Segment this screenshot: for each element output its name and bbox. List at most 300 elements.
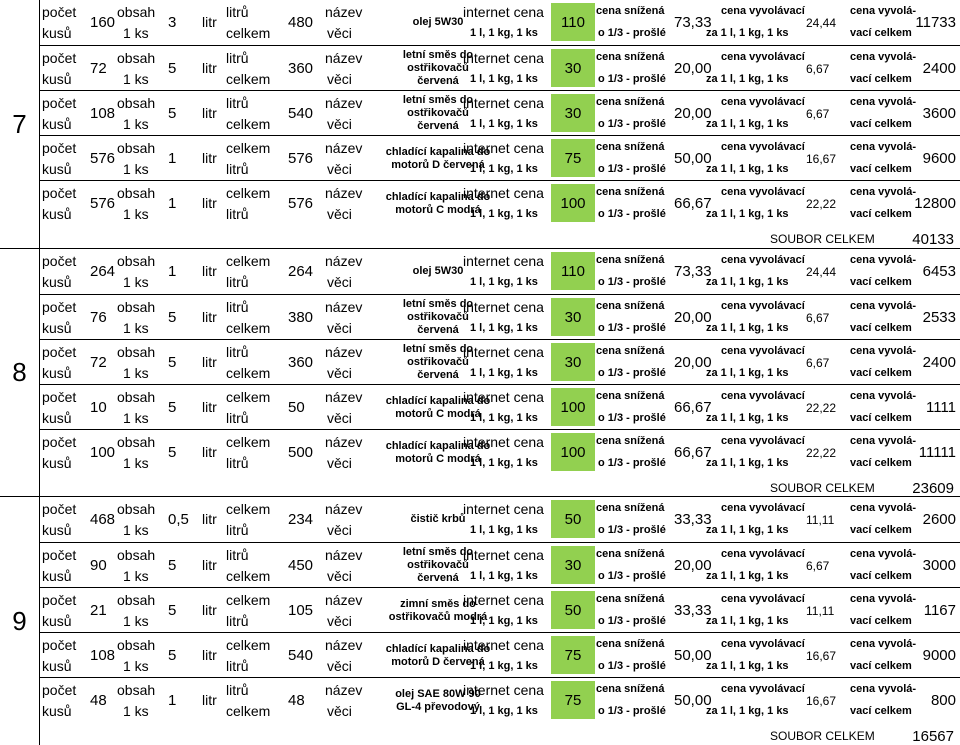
liter-label: litr [202, 444, 217, 460]
things-label: věci [327, 455, 352, 471]
table-row [40, 135, 960, 181]
auction-price-value: 6,67 [806, 311, 830, 325]
internet-price-label: internet cena [463, 95, 544, 111]
auction-total-label-bottom: vací celkem [850, 276, 912, 288]
content-label: obsah [117, 344, 156, 360]
internet-price-value: 30 [551, 343, 595, 381]
product-name-line: ostřikovačů [407, 62, 469, 74]
reduced-price-value: 66,67 [674, 195, 712, 212]
total-bottom-label: celkem [226, 71, 271, 87]
product-name-line: letní směs do [402, 94, 474, 106]
count-label: počet [42, 4, 77, 20]
total-top-label: celkem [226, 501, 271, 517]
auction-total-label-bottom: vací celkem [850, 163, 912, 175]
things-label: věci [327, 365, 352, 381]
per-piece-label: 1 ks [123, 658, 149, 674]
total-bottom-label: litrů [226, 161, 249, 177]
total-top-label: litrů [226, 344, 249, 360]
content-label: obsah [117, 682, 156, 698]
internet-price-value: 75 [551, 139, 595, 177]
auction-price-label: cena vyvolávací [721, 345, 805, 357]
product-name-line: červená [417, 75, 459, 87]
auction-total-label-top: cena vyvolá- [850, 683, 917, 695]
product-name-line: ostřikovačů [407, 311, 469, 323]
name-label: název [325, 547, 363, 563]
pieces-label: kusů [42, 658, 72, 674]
per-unit-label: za 1 l, 1 kg, 1 ks [706, 705, 789, 717]
table-row [40, 542, 960, 588]
total-bottom-label: celkem [226, 365, 271, 381]
things-label: věci [327, 206, 352, 222]
reduced-price-label: cena snížená [596, 683, 665, 695]
volume-value: 5 [168, 60, 177, 77]
per-unit-label: za 1 l, 1 kg, 1 ks [706, 118, 789, 130]
auction-price-value: 16,67 [806, 152, 837, 166]
internet-price-label: internet cena [463, 637, 544, 653]
count-value: 90 [90, 557, 107, 574]
table-row [40, 180, 960, 226]
expired-label: o 1/3 - prošlé [598, 570, 666, 582]
auction-price-label: cena vyvolávací [721, 254, 805, 266]
count-label: počet [42, 140, 77, 156]
volume-value: 5 [168, 354, 177, 371]
total-liters-value: 50 [288, 399, 305, 416]
reduced-price-label: cena snížená [596, 390, 665, 402]
total-liters-value: 540 [288, 105, 314, 122]
total-liters-value: 264 [288, 263, 314, 280]
total-top-label: celkem [226, 253, 271, 269]
things-label: věci [327, 703, 352, 719]
unit-label: 1 l, 1 kg, 1 ks [470, 660, 538, 672]
auction-total-value: 12800 [914, 195, 956, 212]
count-value: 160 [90, 14, 116, 31]
auction-total-value: 1111 [925, 399, 956, 416]
liter-label: litr [202, 60, 217, 76]
group-number: 7 [0, 0, 40, 248]
internet-price-label: internet cena [463, 434, 544, 450]
per-unit-label: za 1 l, 1 kg, 1 ks [706, 524, 789, 536]
internet-price-value: 50 [551, 591, 595, 629]
auction-total-label-top: cena vyvolá- [850, 390, 917, 402]
per-piece-label: 1 ks [123, 274, 149, 290]
auction-price-value: 16,67 [806, 649, 837, 663]
auction-total-label-bottom: vací celkem [850, 570, 912, 582]
reduced-price-value: 20,00 [674, 354, 712, 371]
count-label: počet [42, 637, 77, 653]
total-top-label: celkem [226, 434, 271, 450]
liter-label: litr [202, 14, 217, 30]
internet-price-label: internet cena [463, 501, 544, 517]
reduced-price-value: 50,00 [674, 647, 712, 664]
pieces-label: kusů [42, 25, 72, 41]
per-unit-label: za 1 l, 1 kg, 1 ks [706, 457, 789, 469]
product-name-line: ostřikovačů modrá [388, 610, 488, 623]
auction-total-label-bottom: vací celkem [850, 412, 912, 424]
auction-total-label-bottom: vací celkem [850, 118, 912, 130]
volume-value: 5 [168, 557, 177, 574]
pieces-label: kusů [42, 455, 72, 471]
per-piece-label: 1 ks [123, 206, 149, 222]
product-name-line: červená [417, 324, 459, 336]
per-piece-label: 1 ks [123, 116, 149, 132]
auction-total-label-bottom: vací celkem [850, 367, 912, 379]
count-value: 264 [90, 263, 116, 280]
auction-total-value: 6453 [922, 263, 956, 280]
count-label: počet [42, 389, 77, 405]
product-name-line: letní směs do [402, 546, 474, 558]
things-label: věci [327, 613, 352, 629]
summary-total: 40133 [912, 231, 954, 248]
internet-price-value: 75 [551, 681, 595, 719]
volume-value: 1 [168, 195, 177, 212]
unit-label: 1 l, 1 kg, 1 ks [470, 615, 538, 627]
total-top-label: litrů [226, 50, 249, 66]
expired-label: o 1/3 - prošlé [598, 705, 666, 717]
expired-label: o 1/3 - prošlé [598, 457, 666, 469]
liter-label: litr [202, 557, 217, 573]
things-label: věci [327, 320, 352, 336]
pieces-label: kusů [42, 410, 72, 426]
total-top-label: celkem [226, 637, 271, 653]
auction-total-label-top: cena vyvolá- [850, 502, 917, 514]
count-label: počet [42, 682, 77, 698]
count-label: počet [42, 95, 77, 111]
auction-total-label-bottom: vací celkem [850, 660, 912, 672]
content-label: obsah [117, 637, 156, 653]
reduced-price-label: cena snížená [596, 638, 665, 650]
auction-total-label-top: cena vyvolá- [850, 186, 917, 198]
auction-price-label: cena vyvolávací [721, 683, 805, 695]
product-name-line: GL-4 převodový [396, 700, 480, 713]
product-name-line: olej 5W30 [412, 16, 464, 28]
reduced-price-value: 50,00 [674, 692, 712, 709]
content-label: obsah [117, 501, 156, 517]
total-liters-value: 450 [288, 557, 314, 574]
volume-value: 5 [168, 602, 177, 619]
total-top-label: celkem [226, 140, 271, 156]
content-label: obsah [117, 140, 156, 156]
expired-label: o 1/3 - prošlé [598, 73, 666, 85]
reduced-price-value: 73,33 [674, 14, 712, 31]
liter-label: litr [202, 692, 217, 708]
volume-value: 5 [168, 399, 177, 416]
auction-total-label-top: cena vyvolá- [850, 141, 917, 153]
total-liters-value: 480 [288, 14, 314, 31]
auction-price-value: 22,22 [806, 401, 837, 415]
product-name-line: letní směs do [402, 298, 474, 310]
count-label: počet [42, 299, 77, 315]
reduced-price-label: cena snížená [596, 254, 665, 266]
volume-value: 3 [168, 14, 177, 31]
things-label: věci [327, 410, 352, 426]
unit-label: 1 l, 1 kg, 1 ks [470, 524, 538, 536]
things-label: věci [327, 71, 352, 87]
summary-label: SOUBOR CELKEM [770, 232, 875, 246]
auction-total-value: 3000 [922, 557, 956, 574]
per-unit-label: za 1 l, 1 kg, 1 ks [706, 412, 789, 424]
volume-value: 1 [168, 263, 177, 280]
product-name-line: chladící kapalina do [385, 145, 491, 158]
liter-label: litr [202, 263, 217, 279]
content-label: obsah [117, 50, 156, 66]
reduced-price-label: cena snížená [596, 345, 665, 357]
name-label: název [325, 253, 363, 269]
count-value: 576 [90, 195, 116, 212]
total-bottom-label: litrů [226, 274, 249, 290]
per-unit-label: za 1 l, 1 kg, 1 ks [706, 615, 789, 627]
total-top-label: celkem [226, 185, 271, 201]
total-bottom-label: litrů [226, 658, 249, 674]
product-name-line: motorů D červená [391, 655, 485, 668]
auction-price-label: cena vyvolávací [721, 51, 805, 63]
per-unit-label: za 1 l, 1 kg, 1 ks [706, 660, 789, 672]
table-row [40, 632, 960, 678]
per-piece-label: 1 ks [123, 25, 149, 41]
group-number: 9 [0, 497, 40, 745]
internet-price-value: 100 [551, 433, 595, 471]
name-label: název [325, 140, 363, 156]
total-top-label: celkem [226, 592, 271, 608]
total-liters-value: 360 [288, 60, 314, 77]
liter-label: litr [202, 150, 217, 166]
total-bottom-label: celkem [226, 116, 271, 132]
name-label: název [325, 344, 363, 360]
pieces-label: kusů [42, 522, 72, 538]
expired-label: o 1/3 - prošlé [598, 27, 666, 39]
content-label: obsah [117, 547, 156, 563]
unit-label: 1 l, 1 kg, 1 ks [470, 27, 538, 39]
reduced-price-label: cena snížená [596, 186, 665, 198]
product-name-line: chladící kapalina do [385, 439, 491, 452]
auction-price-value: 11,11 [806, 604, 835, 618]
per-piece-label: 1 ks [123, 71, 149, 87]
name-label: název [325, 682, 363, 698]
internet-price-label: internet cena [463, 299, 544, 315]
content-label: obsah [117, 299, 156, 315]
volume-value: 5 [168, 309, 177, 326]
internet-price-value: 30 [551, 49, 595, 87]
name-label: název [325, 95, 363, 111]
auction-price-value: 6,67 [806, 559, 830, 573]
product-name-line: motorů C modrá [395, 407, 481, 420]
internet-price-value: 110 [551, 252, 595, 290]
product-name-line: chladící kapalina do [385, 190, 491, 203]
total-bottom-label: litrů [226, 206, 249, 222]
auction-total-label-top: cena vyvolá- [850, 435, 917, 447]
auction-total-value: 2600 [922, 511, 956, 528]
per-unit-label: za 1 l, 1 kg, 1 ks [706, 276, 789, 288]
things-label: věci [327, 274, 352, 290]
content-label: obsah [117, 389, 156, 405]
count-value: 100 [90, 444, 116, 461]
auction-price-label: cena vyvolávací [721, 390, 805, 402]
group-summary [0, 230, 960, 250]
things-label: věci [327, 522, 352, 538]
total-bottom-label: celkem [226, 320, 271, 336]
reduced-price-value: 20,00 [674, 309, 712, 326]
pieces-label: kusů [42, 206, 72, 222]
reduced-price-value: 66,67 [674, 399, 712, 416]
count-label: počet [42, 253, 77, 269]
auction-price-label: cena vyvolávací [721, 593, 805, 605]
total-top-label: litrů [226, 4, 249, 20]
pieces-label: kusů [42, 116, 72, 132]
per-piece-label: 1 ks [123, 522, 149, 538]
total-bottom-label: litrů [226, 410, 249, 426]
expired-label: o 1/3 - prošlé [598, 660, 666, 672]
auction-total-value: 1167 [923, 602, 956, 619]
total-liters-value: 105 [288, 602, 314, 619]
internet-price-label: internet cena [463, 4, 544, 20]
auction-total-label-top: cena vyvolá- [850, 638, 917, 650]
per-piece-label: 1 ks [123, 568, 149, 584]
auction-total-value: 800 [930, 692, 956, 709]
auction-price-label: cena vyvolávací [721, 141, 805, 153]
pieces-label: kusů [42, 320, 72, 336]
internet-price-label: internet cena [463, 389, 544, 405]
auction-price-value: 6,67 [806, 107, 830, 121]
product-name-line: chladící kapalina do [385, 642, 491, 655]
internet-price-value: 100 [551, 388, 595, 426]
count-value: 72 [90, 60, 107, 77]
auction-total-label-bottom: vací celkem [850, 457, 912, 469]
unit-label: 1 l, 1 kg, 1 ks [470, 322, 538, 334]
name-label: název [325, 389, 363, 405]
volume-value: 5 [168, 105, 177, 122]
per-piece-label: 1 ks [123, 365, 149, 381]
total-bottom-label: celkem [226, 568, 271, 584]
unit-label: 1 l, 1 kg, 1 ks [470, 412, 538, 424]
liter-label: litr [202, 105, 217, 121]
auction-price-value: 22,22 [806, 446, 837, 460]
per-unit-label: za 1 l, 1 kg, 1 ks [706, 322, 789, 334]
auction-total-value: 11733 [915, 14, 956, 31]
liter-label: litr [202, 195, 217, 211]
auction-total-label-bottom: vací celkem [850, 705, 912, 717]
unit-label: 1 l, 1 kg, 1 ks [470, 457, 538, 469]
auction-price-value: 6,67 [806, 62, 830, 76]
group-summary [0, 727, 960, 745]
count-label: počet [42, 547, 77, 563]
product-name-line: ostřikovačů [407, 356, 469, 368]
reduced-price-label: cena snížená [596, 502, 665, 514]
reduced-price-value: 73,33 [674, 263, 712, 280]
per-unit-label: za 1 l, 1 kg, 1 ks [706, 73, 789, 85]
expired-label: o 1/3 - prošlé [598, 208, 666, 220]
liter-label: litr [202, 354, 217, 370]
auction-total-value: 2533 [922, 309, 956, 326]
auction-total-label-bottom: vací celkem [850, 322, 912, 334]
pieces-label: kusů [42, 703, 72, 719]
auction-total-label-bottom: vací celkem [850, 73, 912, 85]
item-group [0, 248, 960, 496]
reduced-price-label: cena snížená [596, 141, 665, 153]
auction-total-label-top: cena vyvolá- [850, 96, 917, 108]
volume-value: 0,5 [168, 511, 189, 528]
product-name-line: červená [417, 120, 459, 132]
reduced-price-label: cena snížená [596, 51, 665, 63]
auction-total-value: 9600 [922, 150, 956, 167]
content-label: obsah [117, 4, 156, 20]
auction-price-label: cena vyvolávací [721, 638, 805, 650]
auction-price-value: 11,11 [806, 513, 835, 527]
summary-total: 16567 [912, 728, 954, 745]
internet-price-value: 30 [551, 546, 595, 584]
total-liters-value: 360 [288, 354, 314, 371]
liter-label: litr [202, 647, 217, 663]
auction-price-value: 24,44 [806, 16, 837, 30]
internet-price-value: 100 [551, 184, 595, 222]
count-label: počet [42, 592, 77, 608]
product-name-line: zimní směs do [400, 597, 476, 610]
auction-total-value: 2400 [922, 60, 956, 77]
auction-total-label-top: cena vyvolá- [850, 51, 917, 63]
reduced-price-value: 50,00 [674, 150, 712, 167]
reduced-price-value: 20,00 [674, 60, 712, 77]
total-bottom-label: celkem [226, 25, 271, 41]
volume-value: 5 [168, 444, 177, 461]
name-label: název [325, 299, 363, 315]
auction-price-label: cena vyvolávací [721, 5, 805, 17]
table-row [40, 677, 960, 723]
group-number: 8 [0, 249, 40, 496]
auction-total-label-bottom: vací celkem [850, 524, 912, 536]
count-value: 21 [90, 602, 107, 619]
unit-label: 1 l, 1 kg, 1 ks [470, 208, 538, 220]
volume-value: 1 [168, 692, 177, 709]
expired-label: o 1/3 - prošlé [598, 322, 666, 334]
table-row [40, 339, 960, 385]
internet-price-label: internet cena [463, 185, 544, 201]
pieces-label: kusů [42, 274, 72, 290]
pieces-label: kusů [42, 568, 72, 584]
pieces-label: kusů [42, 71, 72, 87]
auction-total-label-bottom: vací celkem [850, 208, 912, 220]
summary-total: 23609 [912, 480, 954, 497]
name-label: název [325, 592, 363, 608]
per-piece-label: 1 ks [123, 320, 149, 336]
product-name-line: červená [417, 572, 459, 584]
total-bottom-label: litrů [226, 522, 249, 538]
total-top-label: litrů [226, 299, 249, 315]
name-label: název [325, 4, 363, 20]
pieces-label: kusů [42, 365, 72, 381]
internet-price-label: internet cena [463, 547, 544, 563]
content-label: obsah [117, 253, 156, 269]
things-label: věci [327, 116, 352, 132]
table-row [40, 587, 960, 633]
auction-total-label-top: cena vyvolá- [850, 254, 917, 266]
internet-price-label: internet cena [463, 592, 544, 608]
internet-price-value: 30 [551, 298, 595, 336]
name-label: název [325, 637, 363, 653]
liter-label: litr [202, 399, 217, 415]
count-value: 108 [90, 105, 116, 122]
unit-label: 1 l, 1 kg, 1 ks [470, 367, 538, 379]
expired-label: o 1/3 - prošlé [598, 276, 666, 288]
auction-total-label-top: cena vyvolá- [850, 300, 917, 312]
per-unit-label: za 1 l, 1 kg, 1 ks [706, 27, 789, 39]
internet-price-label: internet cena [463, 50, 544, 66]
content-label: obsah [117, 592, 156, 608]
unit-label: 1 l, 1 kg, 1 ks [470, 705, 538, 717]
total-liters-value: 576 [288, 195, 314, 212]
liter-label: litr [202, 309, 217, 325]
internet-price-value: 30 [551, 94, 595, 132]
pieces-label: kusů [42, 161, 72, 177]
item-group [0, 0, 960, 248]
auction-total-label-top: cena vyvolá- [850, 345, 917, 357]
